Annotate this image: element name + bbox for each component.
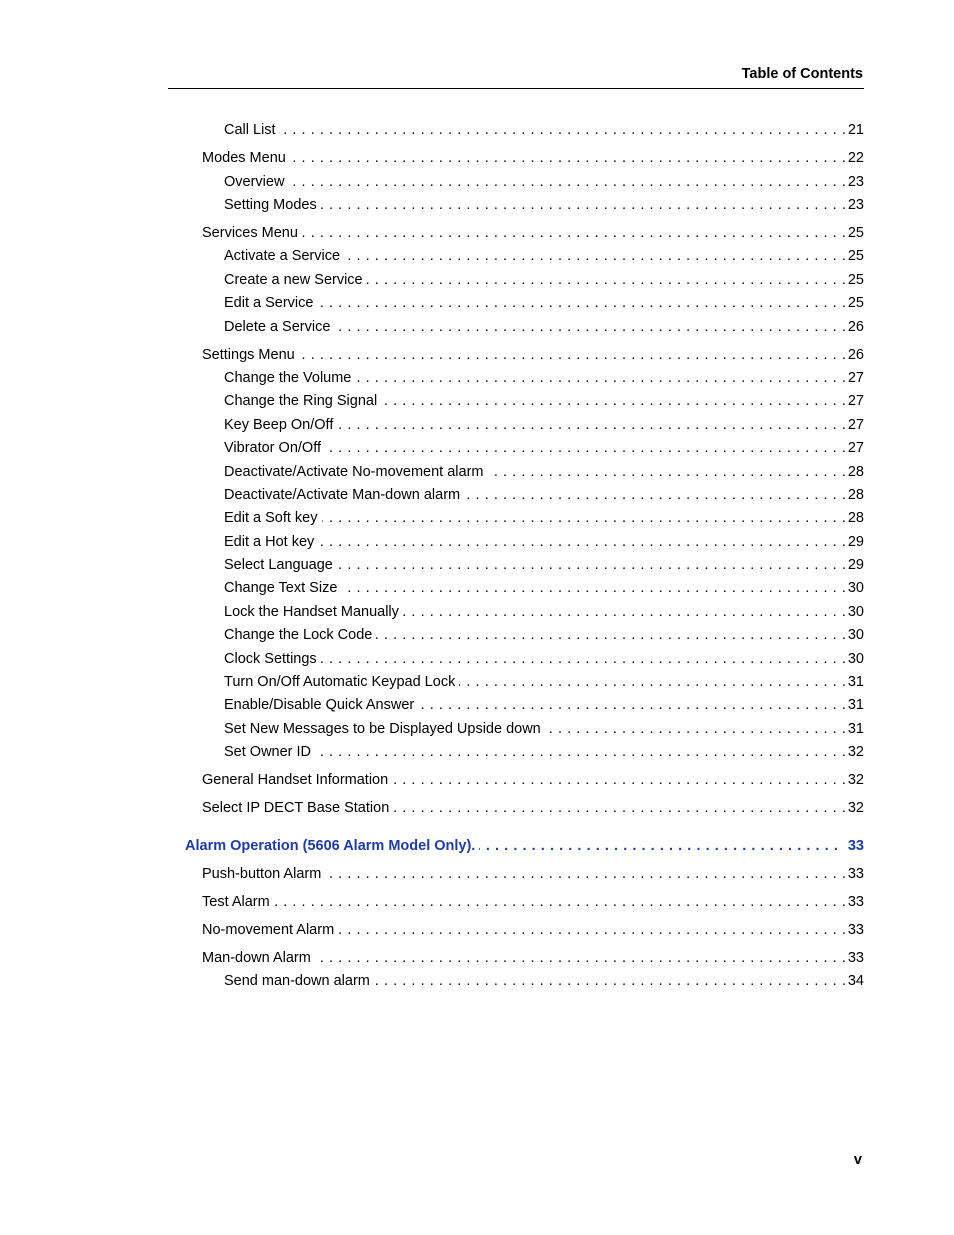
toc-entry-page-number: 25 <box>847 295 864 311</box>
dot-leader <box>488 462 846 482</box>
dot-leader <box>355 368 845 388</box>
dot-leader <box>274 892 846 912</box>
toc-entry-link[interactable] <box>224 195 864 215</box>
toc-entry-label: Deactivate/Activate No-movement alarm <box>224 464 484 480</box>
toc-entry-page-number: 27 <box>847 417 864 433</box>
toc-entry-link[interactable] <box>202 948 864 968</box>
toc-entry-link[interactable] <box>224 172 864 192</box>
toc-entry-page-number: 30 <box>847 604 864 620</box>
toc-entry-label: Change Text Size <box>224 580 338 596</box>
toc-entry-label: Lock the Handset Manually <box>224 604 399 620</box>
dot-leader <box>321 649 846 669</box>
toc-entry-label: Overview <box>224 174 285 190</box>
dot-leader <box>315 948 846 968</box>
toc-entry-page-number: 23 <box>847 174 864 190</box>
page-number: v <box>853 1152 862 1168</box>
toc-entry-label: Alarm Operation (5606 Alarm Model Only). <box>185 838 476 854</box>
dot-leader <box>338 920 846 940</box>
dot-leader <box>367 270 846 290</box>
toc-entry-link[interactable] <box>224 508 864 528</box>
toc-entry-link[interactable] <box>224 555 864 575</box>
toc-entry-page-number: 33 <box>847 866 864 882</box>
dot-leader <box>322 508 846 528</box>
toc-entry-label: Vibrator On/Off <box>224 440 321 456</box>
toc-entry-page-number: 29 <box>847 534 864 550</box>
toc-entry-label: No-movement Alarm <box>202 922 335 938</box>
toc-entry-link[interactable] <box>224 649 864 669</box>
dot-leader <box>459 672 846 692</box>
toc-entry-label: Activate a Service <box>224 248 341 264</box>
toc-entry-page-number: 33 <box>847 894 864 910</box>
toc-entry-page-number: 23 <box>847 197 864 213</box>
toc-entry-label: Set New Messages to be Displayed Upside down <box>224 721 541 737</box>
toc-entry-link[interactable] <box>224 695 864 715</box>
dot-leader <box>545 719 846 739</box>
toc-entry-page-number: 25 <box>847 248 864 264</box>
toc-entry-link[interactable] <box>224 368 864 388</box>
toc-entry-link[interactable] <box>224 317 864 337</box>
toc-entry-label: Key Beep On/Off <box>224 417 334 433</box>
toc-entry-label: Modes Menu <box>202 150 286 166</box>
toc-entry-page-number: 33 <box>847 922 864 938</box>
toc-entry-label: Deactivate/Activate Man-down alarm <box>224 487 461 503</box>
toc-entry-link[interactable] <box>202 148 864 168</box>
toc-entry-page-number: 34 <box>847 973 864 989</box>
toc-entry-page-number: 25 <box>847 225 864 241</box>
toc-entry-link[interactable] <box>224 742 864 762</box>
toc-entry-label: Settings Menu <box>202 347 295 363</box>
toc-entry-page-number: 28 <box>847 487 864 503</box>
toc-entry-label: Clock Settings <box>224 651 317 667</box>
toc-entry-link[interactable] <box>224 415 864 435</box>
dot-leader <box>290 148 846 168</box>
dot-leader <box>325 438 846 458</box>
dot-leader <box>321 195 846 215</box>
dot-leader <box>341 578 845 598</box>
toc-entry-label: Test Alarm <box>202 894 270 910</box>
toc-entry-link[interactable] <box>224 270 864 290</box>
toc-entry-label: Change the Volume <box>224 370 352 386</box>
toc-entry-link[interactable] <box>202 798 864 818</box>
dot-leader <box>337 415 846 435</box>
toc-entry-link[interactable] <box>224 602 864 622</box>
toc-entry-label: Enable/Disable Quick Answer <box>224 697 415 713</box>
dot-leader <box>315 742 846 762</box>
toc-entry-link[interactable] <box>224 578 864 598</box>
toc-entry-page-number: 21 <box>847 122 864 138</box>
toc-entry-page-number: 27 <box>847 393 864 409</box>
dot-leader <box>337 555 846 575</box>
toc-entry-page-number: 31 <box>847 697 864 713</box>
dot-leader <box>479 836 838 856</box>
toc-entry-page-number: 32 <box>847 744 864 760</box>
toc-entry-label: Man-down Alarm <box>202 950 311 966</box>
toc-entry-label: Send man-down alarm <box>224 973 370 989</box>
dot-leader <box>280 120 846 140</box>
toc-entry-label: Edit a Service <box>224 295 314 311</box>
toc-entry-link[interactable] <box>224 971 864 991</box>
toc-entry-page-number: 27 <box>847 440 864 456</box>
toc-entry-link[interactable] <box>224 532 864 552</box>
dot-leader <box>317 293 845 313</box>
dot-leader <box>403 602 846 622</box>
toc-entry-link[interactable] <box>202 892 864 912</box>
toc-entry-page-number: 33 <box>847 838 864 854</box>
dot-leader <box>302 223 846 243</box>
toc-entry-page-number: 30 <box>847 627 864 643</box>
toc-entry-page-number: 29 <box>847 557 864 573</box>
toc-entry-page-number: 28 <box>847 464 864 480</box>
toc-entry-label: Select Language <box>224 557 333 573</box>
toc-entry-label: Call List <box>224 122 276 138</box>
toc-entry-label: Edit a Soft key <box>224 510 318 526</box>
toc-entry-link[interactable] <box>202 864 864 884</box>
toc-entry-label: Create a new Service <box>224 272 363 288</box>
toc-entry-link[interactable] <box>224 293 864 313</box>
toc-entry-page-number: 26 <box>847 319 864 335</box>
toc-entry-page-number: 32 <box>847 800 864 816</box>
toc-entry-link[interactable] <box>202 345 864 365</box>
toc-entry-page-number: 30 <box>847 651 864 667</box>
toc-entry-link[interactable] <box>202 770 864 790</box>
toc-entry-page-number: 31 <box>847 721 864 737</box>
toc-entry-label: Change the Lock Code <box>224 627 373 643</box>
toc-entry-page-number: 30 <box>847 580 864 596</box>
toc-entry-label: Select IP DECT Base Station <box>202 800 390 816</box>
dot-leader <box>392 770 846 790</box>
toc-entry-page-number: 31 <box>847 674 864 690</box>
toc-entry-page-number: 22 <box>847 150 864 166</box>
dot-leader <box>318 532 846 552</box>
toc-chapter-link[interactable] <box>185 836 864 856</box>
toc-entry-page-number: 32 <box>847 772 864 788</box>
dot-leader <box>288 172 845 192</box>
dot-leader <box>334 317 845 337</box>
toc-entry-label: Change the Ring Signal <box>224 393 378 409</box>
toc-entry-page-number: 25 <box>847 272 864 288</box>
toc-entry-label: Push-button Alarm <box>202 866 322 882</box>
toc-entry-link[interactable] <box>202 223 864 243</box>
toc-entry-page-number: 33 <box>847 950 864 966</box>
toc-entry-page-number: 26 <box>847 347 864 363</box>
dot-leader <box>299 345 846 365</box>
toc-entry-link[interactable] <box>224 625 864 645</box>
page-header-title: Table of Contents <box>741 66 863 82</box>
toc-entry-label: Services Menu <box>202 225 298 241</box>
dot-leader <box>374 971 846 991</box>
dot-leader <box>376 625 846 645</box>
header-divider <box>168 88 864 89</box>
toc-entry-page-number: 27 <box>847 370 864 386</box>
toc-entry-label: Edit a Hot key <box>224 534 315 550</box>
toc-entry-link[interactable] <box>224 391 864 411</box>
toc-entry-label: General Handset Information <box>202 772 389 788</box>
toc-entry-link[interactable] <box>224 462 864 482</box>
toc-entry-link[interactable] <box>224 485 864 505</box>
toc-entry-link[interactable] <box>224 246 864 266</box>
dot-leader <box>418 695 846 715</box>
dot-leader <box>325 864 846 884</box>
toc-entry-link[interactable] <box>224 719 864 739</box>
dot-leader <box>381 391 846 411</box>
dot-leader <box>344 246 846 266</box>
toc-entry-label: Setting Modes <box>224 197 317 213</box>
dot-leader <box>393 798 846 818</box>
toc-entry-link[interactable] <box>224 120 864 140</box>
toc-entry-link[interactable] <box>224 672 864 692</box>
toc-entry-page-number: 28 <box>847 510 864 526</box>
toc-entry-link[interactable] <box>202 920 864 940</box>
toc-entry-link[interactable] <box>224 438 864 458</box>
toc-entry-label: Delete a Service <box>224 319 331 335</box>
dot-leader <box>464 485 846 505</box>
toc-entry-label: Set Owner ID <box>224 744 312 760</box>
toc-entry-label: Turn On/Off Automatic Keypad Lock <box>224 674 456 690</box>
